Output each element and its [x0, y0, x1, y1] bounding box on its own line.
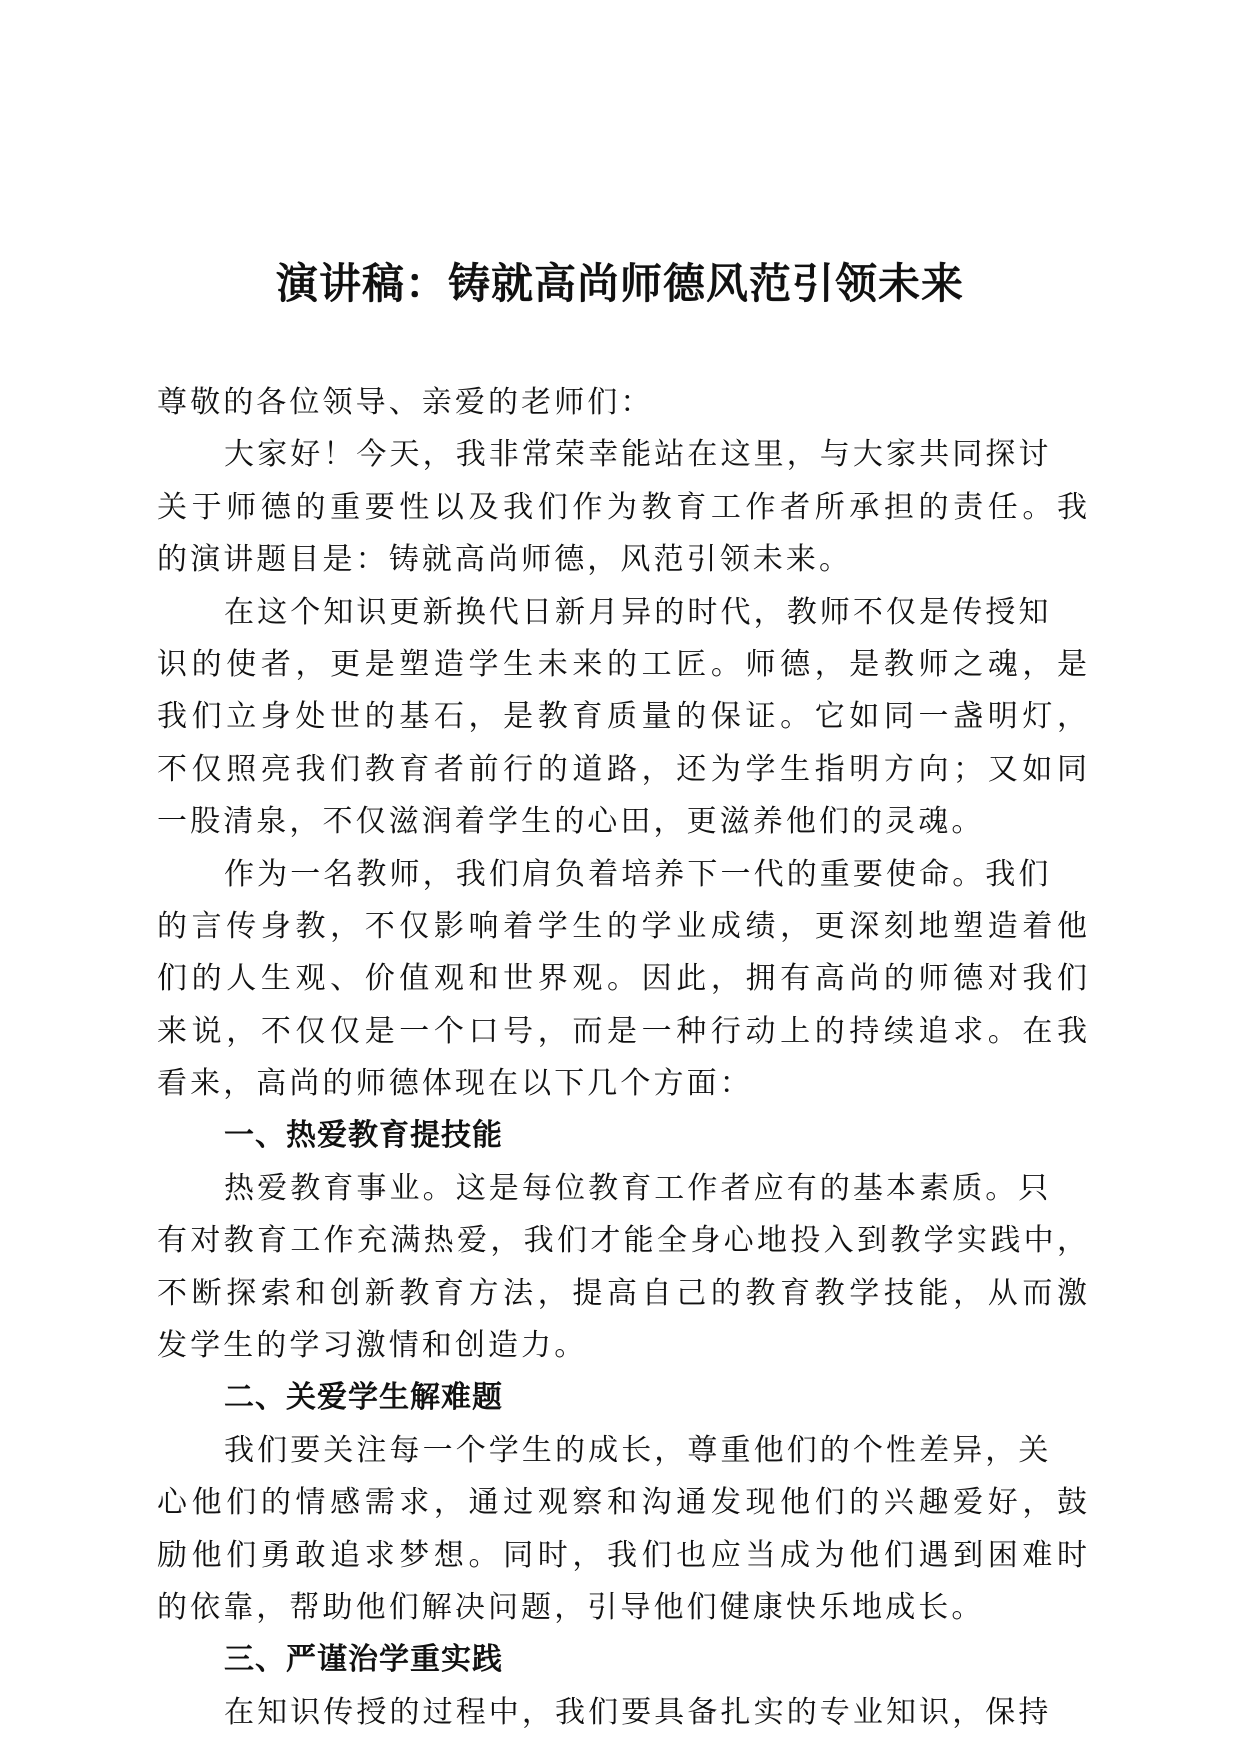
paragraph-line: 的依靠，帮助他们解决问题，引导他们健康快乐地成长。: [157, 1589, 985, 1625]
document-body: [157, 377, 1087, 1739]
document-title: 演讲稿：铸就高尚师德风范引领未来: [275, 259, 964, 308]
paragraph-line: 心他们的情感需求，通过观察和沟通发现他们的兴趣爱好，鼓: [157, 1485, 1087, 1521]
paragraph-line: 的言传身教，不仅影响着学生的学业成绩，更深刻地塑造着他: [157, 908, 1087, 944]
salutation-line: 尊敬的各位领导、亲爱的老师们：: [157, 385, 654, 420]
paragraph-line: 在这个知识更新换代日新月异的时代，教师不仅是传授知: [224, 594, 1052, 630]
paragraph-line: 我们要关注每一个学生的成长，尊重他们的个性差异，关: [224, 1432, 1052, 1468]
paragraph-line: 看来，高尚的师德体现在以下几个方面：: [157, 1066, 753, 1102]
paragraph-line: 热爱教育事业。这是每位教育工作者应有的基本素质。只: [224, 1170, 1052, 1206]
paragraph-line: 的演讲题目是：铸就高尚师德，风范引领未来。: [157, 542, 853, 578]
section-heading: 一、热爱教育提技能: [224, 1118, 503, 1154]
paragraph-line: 我们立身处世的基石，是教育质量的保证。它如同一盏明灯，: [157, 699, 1087, 735]
paragraph-line: 们的人生观、价值观和世界观。因此，拥有高尚的师德对我们: [157, 961, 1087, 997]
paragraph-line: 励他们勇敢追求梦想。同时，我们也应当成为他们遇到困难时: [157, 1537, 1087, 1573]
paragraph-line: 不断探索和创新教育方法，提高自己的教育教学技能，从而激: [157, 1275, 1087, 1311]
paragraph-line: 不仅照亮我们教育者前行的道路，还为学生指明方向；又如同: [157, 751, 1087, 787]
paragraph-line: 作为一名教师，我们肩负着培养下一代的重要使命。我们: [224, 856, 1052, 892]
paragraph-line: 来说，不仅仅是一个口号，而是一种行动上的持续追求。在我: [157, 1013, 1087, 1049]
paragraph-line: 识的使者，更是塑造学生未来的工匠。师德，是教师之魂，是: [157, 646, 1087, 682]
paragraph-line: 发学生的学习激情和创造力。: [157, 1328, 588, 1364]
paragraph-line: 在知识传授的过程中，我们要具备扎实的专业知识，保持: [224, 1694, 1052, 1730]
paragraph-line: 一股清泉，不仅滋润着学生的心田，更滋养他们的灵魂。: [157, 804, 985, 840]
section-heading: 三、严谨治学重实践: [224, 1642, 503, 1678]
paragraph-line: 大家好！今天，我非常荣幸能站在这里，与大家共同探讨: [224, 437, 1052, 473]
paragraph-line: 关于师德的重要性以及我们作为教育工作者所承担的责任。我: [157, 489, 1087, 525]
section-heading: 二、关爱学生解难题: [224, 1380, 503, 1416]
paragraph-line: 有对教育工作充满热爱，我们才能全身心地投入到教学实践中，: [157, 1223, 1087, 1259]
